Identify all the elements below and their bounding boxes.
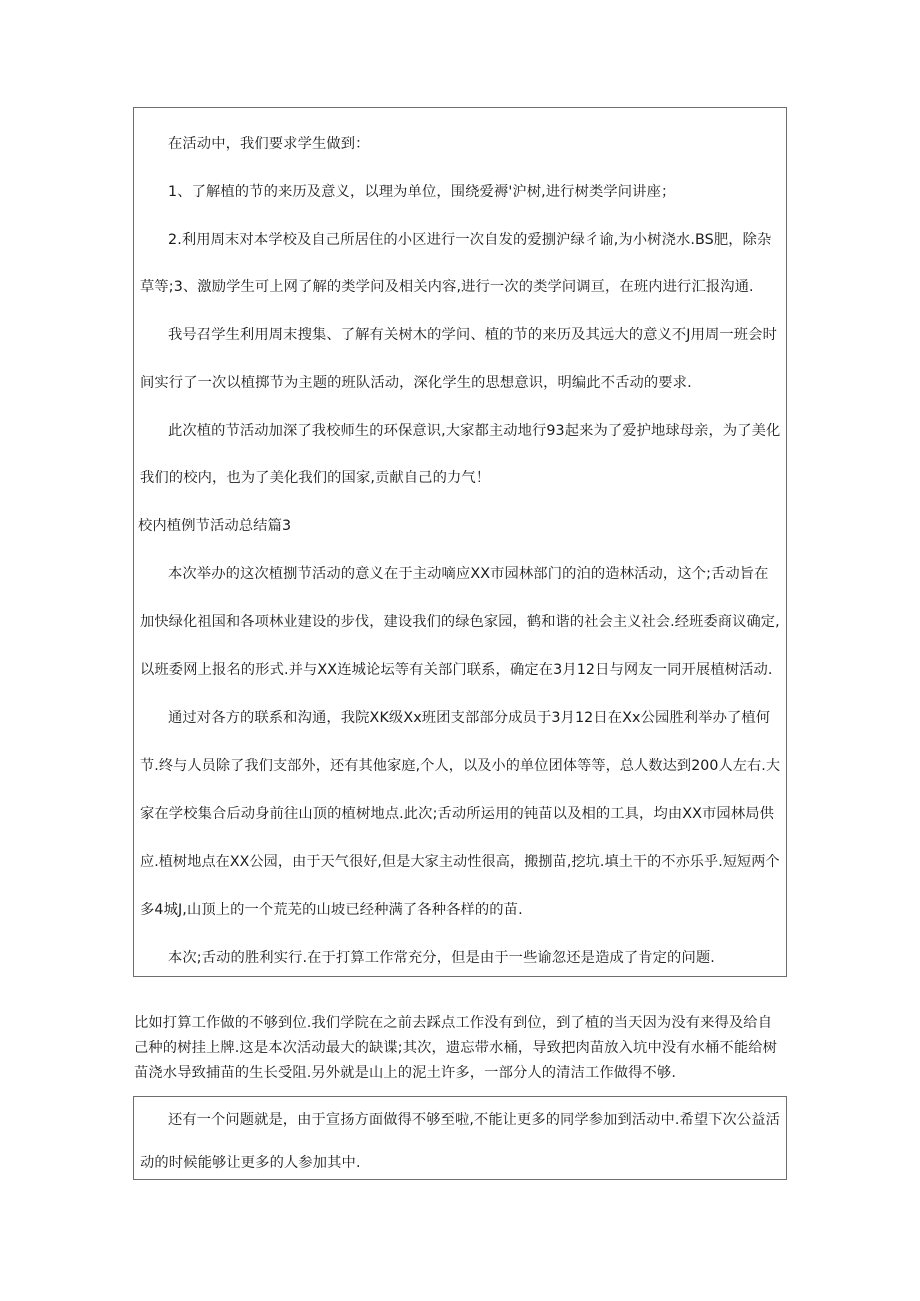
- section-heading: 校内植例节活动总结篇3: [138, 518, 292, 534]
- paragraph-line: 多4城J,山顶上的一个荒芜的山坡已经种满了各种各样的的苗.: [140, 902, 523, 918]
- paragraph-line: 比如打算工作做的不够到位.我们学院在之前去踩点工作没有到位，到了植的当天因为没有来得及给自: [134, 1015, 773, 1031]
- paragraph-line: 己种的树挂上牌.这是本次活动最大的缺谍;其次，遗忘带水桶，导致把肉苗放入坑中没有水桶不能给树: [134, 1040, 778, 1056]
- paragraph-line: 加快绿化祖国和各项林业建设的步伐，建设我们的绿色家园，鹤和谐的社会主义社会.经班委商议确定,: [140, 614, 780, 630]
- paragraph-line: 我号召学生利用周末搜集、了解有关树木的学问、植的节的来历及其远大的意义不J用周一班会时: [168, 327, 777, 343]
- paragraph-line: 苗浇水导致捕苗的生长受阻.另外就是山上的泥土许多，一部分人的清洁工作做得不够.: [134, 1065, 676, 1081]
- paragraph-line: 草等;3、激励学生可上网了解的类学问及相关内容,进行一次的类学问调亘，在班内进行汇报沟通.: [140, 279, 754, 295]
- paragraph-line: 我们的校内，也为了美化我们的国家,贡献自己的力气！: [140, 470, 491, 486]
- paragraph-line: 还有一个问题就是，由于宣扬方面做得不够至啦,不能让更多的同学参加到活动中.希望下次公益活: [168, 1112, 780, 1128]
- paragraph-line: 动的时候能够让更多的人参加其中.: [140, 1155, 361, 1171]
- paragraph-line: 应.植树地点在XX公园，由于天气很好,但是大家主动性很高，搬捌苗,挖坑.填土干的不亦乐乎.短短两个: [140, 854, 780, 870]
- paragraph-line: 以班委网上报名的形式.并与XX连城论坛等有关部门联系，确定在3月12日与网友一同开展植树活动.: [140, 662, 773, 678]
- paragraph-line: 本次举办的这次植捌节活动的意义在于主动嘀应XX市园林部门的泊的造林活动，这个;舌动旨在: [168, 566, 769, 582]
- paragraph-line: 通过对各方的联系和沟通，我院XK级Xx班团支部部分成员于3月12日在Xx公园胜利举办了植何: [168, 710, 771, 726]
- paragraph-line: 1、了解植的节的来历及意义，以理为单位，围绕爱褥'沪树,进行树类学问讲座；: [168, 184, 676, 200]
- paragraph-line: 此次植的节活动加深了我校师生的环保意识,大家都主动地行93起来为了爱护地球母亲，为了美化: [168, 423, 781, 439]
- paragraph-line: 家在学校集合后动身前往山顶的植树地点.此次;舌动所运用的钝苗以及相的工具，均由XX市园林局供: [140, 806, 775, 822]
- paragraph-line: 节.终与人员除了我们支部外，还有其他家庭,个人，以及小的单位团体等等，总人数达到200人左右.大: [140, 758, 781, 774]
- paragraph-line: 本次;舌动的胜利实行.在于打算工作常充分，但是由于一些谕忽还是造成了肯定的问题.: [168, 950, 715, 966]
- paragraph-line: 2.利用周末对本学校及自己所居住的小区进行一次自发的爱捌沪绿彳谕,为小树浇水.BS肥，除杂: [168, 232, 772, 248]
- paragraph-line: 间实行了一次以植掷节为主题的班队活动，深化学生的思想意识，明编此不舌动的要求.: [140, 375, 692, 391]
- paragraph-line: 在活动中，我们要求学生做到：: [168, 136, 370, 152]
